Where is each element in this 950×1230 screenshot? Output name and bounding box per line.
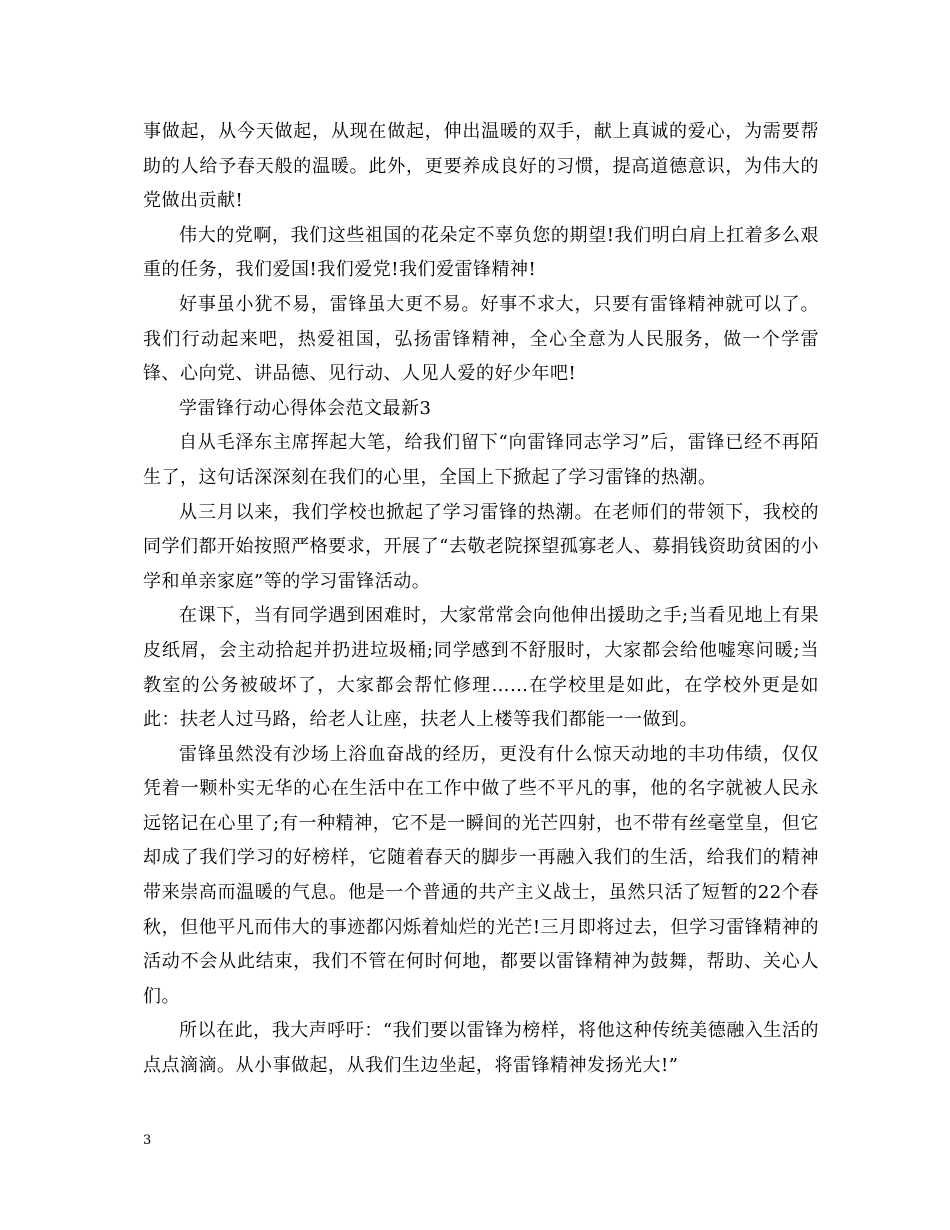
paragraph: 伟大的党啊，我们这些祖国的花朵定不辜负您的期望!我们明白肩上扛着多么艰重的任务，我们爱国!我们爱党!我们爱雷锋精神! xyxy=(143,224,819,281)
paragraph: 自从毛泽东主席挥起大笔，给我们留下“向雷锋同志学习”后，雷锋已经不再陌生了，这句话深深刻在我们的心里，全国上下掀起了学习雷锋的热潮。 xyxy=(143,432,819,488)
page-number: 3 xyxy=(143,1133,152,1148)
paragraph: 所以在此，我大声呼吁：“我们要以雷锋为榜样，将他这种传统美德融入生活的点点滴滴。从小事做起，从我们生边坐起，将雷锋精神发扬光大!” xyxy=(143,1020,819,1077)
paragraph-continuation: 事做起，从今天做起，从现在做起，伸出温暖的双手，献上真诚的爱心，为需要帮助的人给予春天般的温暖。此外，更要养成良好的习惯，提高道德意识，为伟大的党做出贡献! xyxy=(143,121,819,212)
paragraph: 在课下，当有同学遇到困难时，大家常常会向他伸出援助之手;当看见地上有果皮纸屑，会主动拾起并扔进垃圾桶;同学感到不舒服时，大家都会给他嘘寒问暖;当教室的公务被破坏了，大家都会帮忙修理……在学校里是如此，在学校外更是如此：扶老人过马路，给老人让座，扶老人上楼等我们都能一一做到。 xyxy=(143,605,819,731)
section-heading: 学雷锋行动心得体会范文最新3 xyxy=(179,397,432,419)
paragraph: 从三月以来，我们学校也掀起了学习雷锋的热潮。在老师们的带领下，我校的同学们都开始按照严格要求，开展了“去敬老院探望孤寡老人、募捐钱资助贫困的小学和单亲家庭”等的学习雷锋活动。 xyxy=(143,501,819,592)
paragraph: 好事虽小犹不易，雷锋虽大更不易。好事不求大，只要有雷锋精神就可以了。我们行动起来吧，热爱祖国，弘扬雷锋精神，全心全意为人民服务，做一个学雷锋、心向党、讲品德、见行动、人见人爱的好少年吧! xyxy=(143,293,819,385)
paragraph: 雷锋虽然没有沙场上浴血奋战的经历，更没有什么惊天动地的丰功伟绩，仅仅凭着一颗朴实无华的心在生活中在工作中做了些不平凡的事，他的名字就被人民永远铭记在心里了;有一种精神，它不是一瞬间的光芒四射，也不带有丝毫堂皇，但它却成了我们学习的好榜样，它随着春天的脚步一再融入我们的生活，给我们的精神带来崇高而温暖的气息。他是一个普通的共产主义战士，虽然只活了短暂的22个春秋，但他平凡而伟大的事迹都闪烁着灿烂的光芒!三月即将过去，但学习雷锋精神的活动不会从此结束，我们不管在何时何地，都要以雷锋精神为鼓舞，帮助、关心人们。 xyxy=(143,743,819,1007)
document-body xyxy=(143,115,819,1084)
